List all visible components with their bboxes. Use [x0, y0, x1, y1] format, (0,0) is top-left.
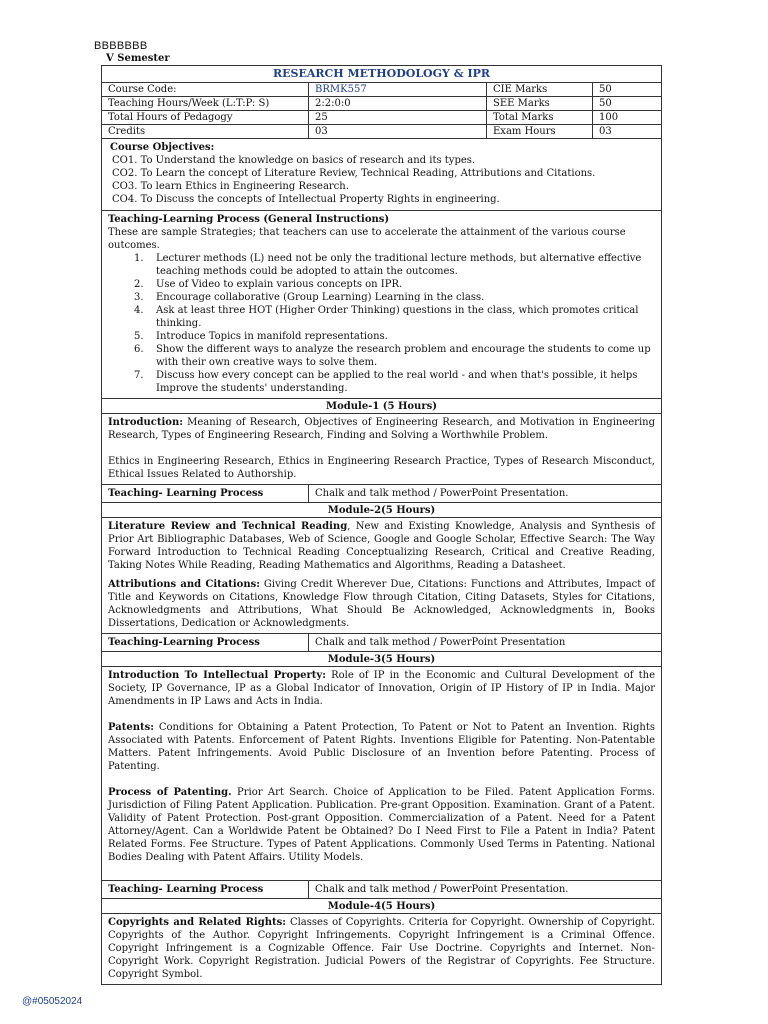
course-info-row	[102, 83, 662, 97]
module-3-heading: Module-3(5 Hours)	[102, 652, 662, 667]
course-title: RESEARCH METHODOLOGY & IPR	[102, 66, 662, 83]
info-label: Credits	[102, 125, 309, 139]
info-label: Total Hours of Pedagogy	[102, 111, 309, 125]
semester-label: V Semester	[106, 53, 170, 64]
module-1-tlp-value: Chalk and talk method / PowerPoint Presentation.	[309, 485, 662, 503]
course-objectives	[102, 139, 662, 211]
list-item: 5. Introduce Topics in manifold representations.	[134, 331, 388, 342]
info-label: Exam Hours	[487, 125, 593, 139]
info-label: Total Marks	[487, 111, 593, 125]
tlp-heading: Teaching-Learning Process (General Instructions)	[108, 214, 390, 225]
module-3-content: Introduction To Intellectual Property: Role of IP in the Economic and Cultural Development of the Society, IP Governance, IP as a Global Indicator of Innovation, Origin of IP History of IP in India. Major Amendments in IP Laws and Acts in India. Patents: Conditions for Obtaining a Patent Protection, To Patent or Not to Patent an Invention. Rights Associated with Patents. Enforcement of Patent Rights. Inventions Eligible for Patenting. Non-Patentable Matters. Patent Infringements. Avoid Public Disclosure of an Invention before Patenting. Process of Patenting. Process of Patenting. Prior Art Search. Choice of Application to be Filed. Patent Application Forms. Jurisdiction of Filing Patent Application. Publication. Pre-grant Opposition. Examination. Grant of a Patent. Validity of Patent Protection. Post-grant Opposition. Commercialization of a Patent. Need for a Patent Attorney/Agent. Can a Worldwide Patent be Obtained? Do I Need First to File a Patent in India? Patent Related Forms. Fee Structure. Types of Patent Applications. Commonly Used Terms in Patenting. National Bodies Dealing with Patent Affairs. Utility Models.	[102, 667, 662, 881]
module-4-heading: Module-4(5 Hours)	[102, 899, 662, 914]
info-value: 50	[593, 83, 662, 97]
module-2-tlp-label: Teaching-Learning Process	[102, 634, 309, 652]
list-item: 6. Show the different ways to analyze the research problem and encourage the students to come up with their own creative ways to solve them.	[134, 344, 651, 368]
teaching-learning-instructions	[102, 211, 662, 399]
course-info-row	[102, 125, 662, 139]
objective-item: CO2. To Learn the concept of Literature Review, Technical Reading, Attributions and Citations.	[112, 168, 596, 179]
info-value: 50	[593, 97, 662, 111]
info-label: Teaching Hours/Week (L:T:P: S)	[102, 97, 309, 111]
tlp-intro: These are sample Strategies; that teachers can use to accelerate the attainment of the various course outcomes.	[108, 227, 626, 251]
info-value: 03	[593, 125, 662, 139]
info-value: 25	[309, 111, 487, 125]
list-item: 3. Encourage collaborative (Group Learning) Learning in the class.	[134, 292, 485, 303]
info-value: 100	[593, 111, 662, 125]
info-label: Course Code:	[102, 83, 309, 97]
info-value: 03	[309, 125, 487, 139]
info-label: CIE Marks	[487, 83, 593, 97]
info-value: 2:2:0:0	[309, 97, 487, 111]
info-label: SEE Marks	[487, 97, 593, 111]
module-4-content: Copyrights and Related Rights: Classes of Copyrights. Criteria for Copyright. Ownership of Copyright. Copyrights of the Author. Copyright Infringements. Copyright Infringement is a Criminal Offence. Copyright Infringement is a Cognizable Offence. Fair Use Doctrine. Copyrights and Internet. Non-Copyright Work. Copyright Registration. Judicial Powers of the Registrar of Copyrights. Fee Structure. Copyright Symbol.	[102, 914, 662, 985]
module-1-heading: Module-1 (5 Hours)	[102, 399, 662, 414]
module-3-tlp-label: Teaching- Learning Process	[102, 881, 309, 899]
course-info-row	[102, 97, 662, 111]
module-2-heading: Module-2(5 Hours)	[102, 503, 662, 518]
document-id-stamp: @#05052024	[22, 996, 83, 1007]
objectives-heading: Course Objectives:	[110, 142, 215, 153]
list-item: 2. Use of Video to explain various concepts on IPR.	[134, 279, 403, 290]
syllabus-table	[101, 65, 662, 985]
module-2-content: Literature Review and Technical Reading, New and Existing Knowledge, Analysis and Synthesis of Prior Art Bibliographic Databases, Web of Science, Google and Google Scholar, Effective Search: The Way Forward Introduction to Technical Reading Conceptualizing Research, Critical and Creative Reading, Taking Notes While Reading, Reading Mathematics and Algorithms, Reading a Datasheet. Attributions and Citations: Giving Credit Wherever Due, Citations: Functions and Attributes, Impact of Title and Keywords on Citations, Knowledge Flow through Citation, Citing Datasets, Styles for Citations, Acknowledgments and Attributions, What Should Be Acknowledged, Acknowledgments in, Books Dissertations, Dedication or Acknowledgments.	[102, 518, 662, 634]
list-item: 1. Lecturer methods (L) need not be only the traditional lecture methods, but alternative effective teaching methods could be adopted to attain the outcomes.	[134, 253, 642, 277]
module-2-tlp-value: Chalk and talk method / PowerPoint Presentation	[309, 634, 662, 652]
list-item: 7. Discuss how every concept can be applied to the real world - and when that's possible, it helps Improve the students' understanding.	[134, 370, 638, 394]
header-code: BBBBBBB	[94, 40, 148, 52]
module-1-tlp-label: Teaching- Learning Process	[102, 485, 309, 503]
course-info-row	[102, 111, 662, 125]
module-1-content: Introduction: Meaning of Research, Objectives of Engineering Research, and Motivation in Engineering Research, Types of Engineering Research, Finding and Solving a Worthwhile Problem. Ethics in Engineering Research, Ethics in Engineering Research Practice, Types of Research Misconduct, Ethical Issues Related to Authorship.	[102, 414, 662, 485]
objective-item: CO3. To learn Ethics in Engineering Research.	[112, 181, 349, 192]
course-code-value: BRMK557	[309, 83, 487, 97]
objective-item: CO4. To Discuss the concepts of Intellectual Property Rights in engineering.	[112, 194, 500, 205]
objective-item: CO1. To Understand the knowledge on basics of research and its types.	[112, 155, 476, 166]
list-item: 4. Ask at least three HOT (Higher Order Thinking) questions in the class, which promotes critical thinking.	[134, 305, 639, 329]
tlp-list	[126, 252, 655, 395]
module-3-tlp-value: Chalk and talk method / PowerPoint Presentation.	[309, 881, 662, 899]
